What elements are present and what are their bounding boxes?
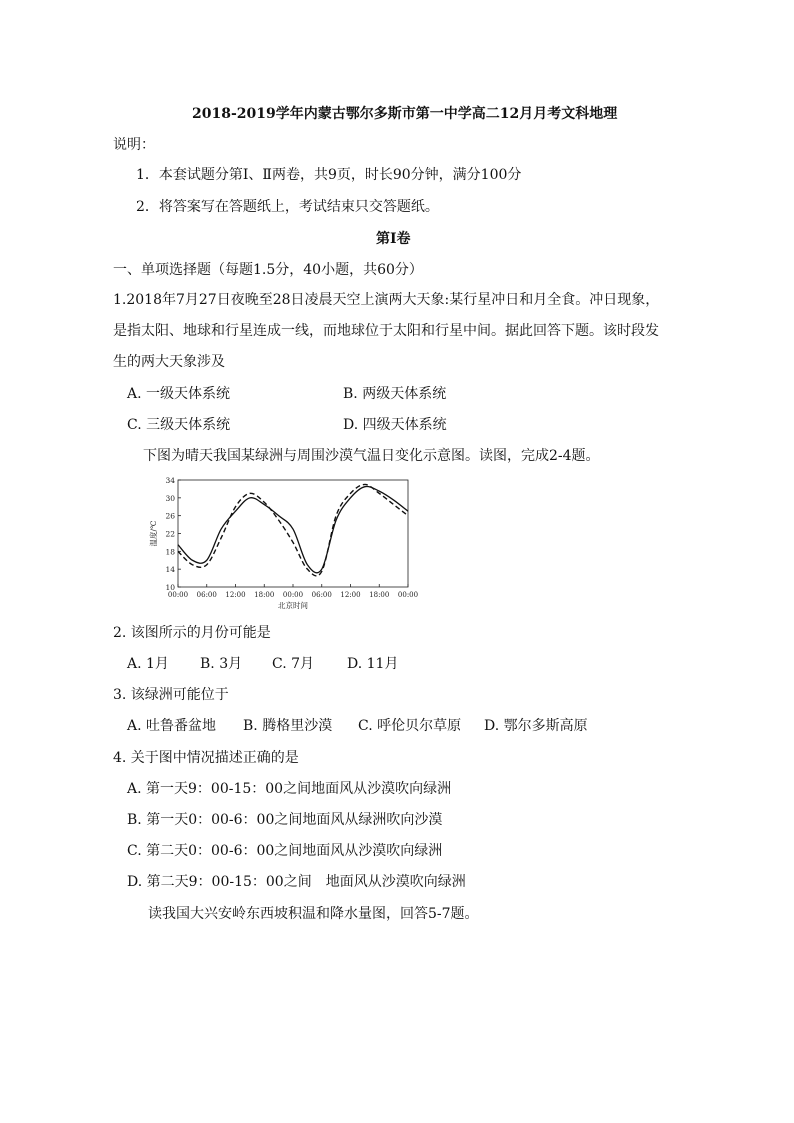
q1-option-c: C. 三级天体系统 bbox=[127, 417, 231, 433]
section-title: 第Ⅰ卷 bbox=[376, 231, 411, 247]
q4-option-b: B. 第一天0：00-6：00之间地面风从绿洲吹向沙漠 bbox=[127, 812, 443, 828]
y-tick-label: 22 bbox=[165, 529, 175, 539]
y-tick-label: 18 bbox=[165, 547, 175, 557]
q4-option-d: D. 第二天9：00-15：00之间 地面风从沙漠吹向绿洲 bbox=[127, 874, 466, 890]
plot-frame bbox=[178, 480, 408, 587]
q1-option-a: A. 一级天体系统 bbox=[127, 386, 231, 402]
intro-label: 说明： bbox=[113, 137, 155, 153]
next-figure-intro: 读我国大兴安岭东西坡积温和降水量图，回答5-7题。 bbox=[148, 906, 479, 922]
x-tick-label: 18:00 bbox=[254, 591, 275, 599]
y-tick-label: 26 bbox=[165, 511, 175, 521]
q3-option-a: A. 吐鲁番盆地 bbox=[127, 718, 217, 734]
x-axis-label: 北京时间 bbox=[278, 601, 308, 610]
q3-option-b: B. 腾格里沙漠 bbox=[243, 718, 333, 734]
x-tick-label: 18:00 bbox=[369, 591, 390, 599]
q3-option-c: C. 呼伦贝尔草原 bbox=[358, 718, 462, 734]
q2-option-d: D. 11月 bbox=[347, 656, 399, 672]
q1-stem-line-2: 是指太阳、地球和行星连成一线，而地球位于太阳和行星中间。据此回答下题。该时段发 bbox=[113, 323, 659, 339]
doc-title: 2018-2019学年内蒙古鄂尔多斯市第一中学高二12月月考文科地理 bbox=[192, 106, 618, 122]
intro-item-2: 2．将答案写在答题纸上，考试结束只交答题纸。 bbox=[136, 199, 439, 215]
q4-option-a: A. 第一天9：00-15：00之间地面风从沙漠吹向绿洲 bbox=[127, 781, 452, 797]
x-tick-label: 12:00 bbox=[225, 591, 246, 599]
x-tick-label: 00:00 bbox=[167, 591, 189, 599]
temperature-chart bbox=[140, 472, 560, 612]
x-tick-label: 00:00 bbox=[282, 591, 304, 599]
x-tick-label: 12:00 bbox=[340, 591, 361, 599]
q2-option-b: B. 3月 bbox=[200, 656, 243, 672]
x-tick-label: 06:00 bbox=[196, 591, 217, 599]
q4-stem: 4. 关于图中情况描述正确的是 bbox=[113, 750, 299, 766]
x-tick-label: 06:00 bbox=[311, 591, 332, 599]
q2-option-a: A. 1月 bbox=[127, 656, 169, 672]
figure-intro: 下图为晴天我国某绿洲与周围沙漠气温日变化示意图。读图，完成2-4题。 bbox=[143, 448, 600, 464]
x-tick-label: 00:00 bbox=[397, 591, 419, 599]
q2-stem: 2. 该图所示的月份可能是 bbox=[113, 625, 271, 641]
y-tick-label: 34 bbox=[165, 476, 175, 485]
series-line-solid bbox=[178, 486, 408, 572]
q1-stem-line-1: 1.2018年7月27日夜晚至28日凌晨天空上演两大天象:某行星冲日和月全食。冲日现象， bbox=[113, 292, 660, 308]
q4-option-c: C. 第二天0：00-6：00之间地面风从沙漠吹向绿洲 bbox=[127, 843, 443, 859]
y-tick-label: 30 bbox=[165, 493, 175, 503]
y-tick-label: 14 bbox=[165, 565, 175, 575]
q3-stem: 3. 该绿洲可能位于 bbox=[113, 687, 229, 703]
y-tick-label: 10 bbox=[165, 583, 175, 592]
q3-option-d: D. 鄂尔多斯高原 bbox=[484, 718, 588, 734]
q2-option-c: C. 7月 bbox=[272, 656, 315, 672]
y-axis-label: 温度/℃ bbox=[149, 520, 158, 547]
q1-option-d: D. 四级天体系统 bbox=[343, 417, 447, 433]
q1-stem-line-3: 生的两大天象涉及 bbox=[113, 354, 225, 370]
intro-item-1: 1．本套试题分第Ⅰ、Ⅱ两卷，共9页，时长90分钟，满分100分 bbox=[136, 167, 522, 183]
part-heading: 一、单项选择题（每题1.5分，40小题，共60分） bbox=[113, 262, 423, 278]
q1-option-b: B. 两级天体系统 bbox=[343, 386, 447, 402]
